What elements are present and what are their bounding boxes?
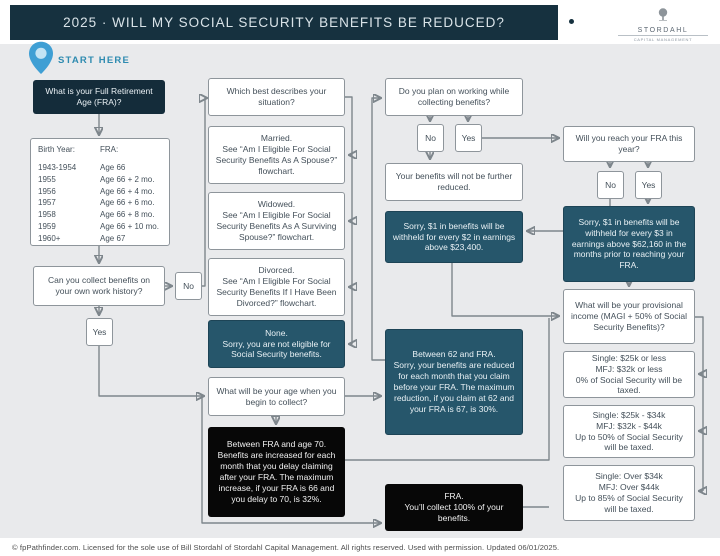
decision-no-reach-fra <box>597 171 624 199</box>
birth-table-rows <box>38 163 162 244</box>
node-collect-question <box>33 266 165 306</box>
node-working-question-text: Do you plan on working while collecting benefits? <box>398 86 510 107</box>
node-married-body: See “Am I Eligible For Social Security Benefits As A Spouse?” flowchart. <box>215 144 338 176</box>
tax-line: Single: Over $34k <box>595 471 663 482</box>
table-cell: Age 66 + 8 mo. <box>100 210 155 220</box>
node-not-reduced-text: Your benefits will not be further reduced. <box>395 171 513 192</box>
node-between-fra-70 <box>208 427 345 517</box>
node-between-fra-70-body: Benefits are increased for each month that you delay claiming after your FRA. The maximum increase, if your FRA is 66 and you delay to 70, is 32%. <box>217 450 336 504</box>
node-between-62-fra-body: Sorry, your benefits are reduced for each month that you claim before your FRA. The maximum reduction, if you claim at 62 and your FRA is 67, is 30%. <box>393 360 515 414</box>
node-widowed-title: Widowed. <box>257 199 296 210</box>
brand-tagline: CAPITAL MANAGEMENT <box>618 35 708 42</box>
tax-line: Single: $25k - $34k <box>592 409 666 420</box>
node-withheld-2for1 <box>385 211 523 263</box>
node-withheld-3for1 <box>563 206 695 282</box>
table-cell: 1959 <box>38 221 56 231</box>
node-fra-full-title: FRA. <box>444 491 464 502</box>
node-none-body: Sorry, you are not eligible for Social Security benefits. <box>222 338 331 360</box>
tax-line: Up to 85% of Social Security will be taxed. <box>575 493 683 514</box>
node-fra-question-text: What is your Full Retirement Age (FRA)? <box>45 86 153 107</box>
node-married-title: Married. <box>260 133 293 144</box>
node-reach-fra-question-text: Will you reach your FRA this year? <box>575 133 683 154</box>
node-none-eligible <box>208 320 345 368</box>
node-married <box>208 126 345 184</box>
node-reach-fra-question <box>563 126 695 162</box>
node-none-title: None. <box>265 327 288 338</box>
table-cell: 1955 <box>38 174 56 184</box>
node-between-62-fra-title: Between 62 and FRA. <box>412 349 496 360</box>
node-between-fra-70-title: Between FRA and age 70. <box>226 439 327 450</box>
tax-line: Single: $25k or less <box>591 352 667 363</box>
node-divorced <box>208 258 345 316</box>
table-cell: Age 66 + 4 mo. <box>100 186 155 196</box>
no-label: No <box>425 132 436 143</box>
table-cell: Age 67 <box>100 233 126 243</box>
decision-no-collect <box>175 272 202 300</box>
tax-line: MFJ: $32k - $44k <box>596 420 662 431</box>
yes-label: Yes <box>641 179 656 190</box>
decision-no-working <box>417 124 444 152</box>
node-provisional-question-text: What will be your provisional income (MAGI + 50% of Social Security Benefits)? <box>571 300 687 332</box>
node-not-reduced <box>385 163 523 201</box>
node-birth-year-table <box>30 138 170 246</box>
node-divorced-title: Divorced. <box>258 265 295 276</box>
node-provisional-question <box>563 289 695 344</box>
decision-yes-collect <box>86 318 113 346</box>
node-fra-full <box>385 484 523 531</box>
birth-table-header <box>38 145 162 155</box>
table-cell: 1958 <box>38 210 56 220</box>
table-cell: Age 66 <box>100 163 126 173</box>
footer-text: © fpPathfinder.com. Licensed for the sole use of Bill Stordahl of Stordahl Capital Management. All rights reserved. Used with permission. Updated 06/01/2025. <box>12 542 560 552</box>
tax-line: MFJ: Over $44k <box>598 482 660 493</box>
node-widowed <box>208 192 345 250</box>
node-collect-question-text: Can you collect benefits on your own work history? <box>47 275 151 296</box>
node-withheld-2for1-text: Sorry, $1 in benefits will be withheld for every $2 in earnings above $23,400. <box>392 220 516 253</box>
node-situation-question-text: Which best describes your situation? <box>226 86 327 107</box>
tax-line: MFJ: $32k or less <box>595 363 663 374</box>
fra-col-header: FRA: <box>100 145 119 154</box>
node-age-question-text: What will be your age when you begin to collect? <box>216 385 337 407</box>
node-working-question <box>385 78 523 116</box>
birth-year-col-header: Birth Year: <box>38 145 75 154</box>
node-age-question <box>208 377 345 416</box>
no-label: No <box>183 280 194 291</box>
yes-label: Yes <box>92 326 107 337</box>
page-title: 2025 · WILL MY SOCIAL SECURITY BENEFITS BE REDUCED? <box>63 15 505 30</box>
decision-yes-reach-fra <box>635 171 662 199</box>
yes-label: Yes <box>461 132 476 143</box>
tax-line: Up to 50% of Social Security will be taxed. <box>575 431 683 453</box>
table-cell: 1957 <box>38 198 56 208</box>
node-withheld-3for1-text: Sorry, $1 in benefits will be withheld for every $3 in earnings above $62,160 in the months prior to reaching your FRA. <box>571 216 687 271</box>
table-cell: 1943-1954 <box>38 163 77 173</box>
node-tax-none <box>563 351 695 398</box>
no-label: No <box>605 179 616 190</box>
brand-name: STORDAHL <box>637 27 689 34</box>
table-cell: 1960+ <box>38 233 61 243</box>
table-cell: Age 66 + 2 mo. <box>100 174 155 184</box>
node-between-62-fra <box>385 329 523 435</box>
node-tax-85 <box>563 465 695 521</box>
decision-yes-working <box>455 124 482 152</box>
table-cell: Age 66 + 6 mo. <box>100 198 155 208</box>
tax-line: 0% of Social Security will be taxed. <box>575 374 683 396</box>
node-divorced-body: See “Am I Eligible For Social Security Benefits If I Have Been Divorced?” flowchart. <box>216 276 337 308</box>
node-tax-50 <box>563 405 695 458</box>
table-cell: Age 66 + 10 mo. <box>100 221 159 231</box>
node-widowed-body: See “Am I Eligible For Social Security Benefits As A Surviving Spouse?” flowchart. <box>216 210 337 242</box>
start-here-label: START HERE <box>58 55 130 66</box>
node-fra-full-body: You’ll collect 100% of your benefits. <box>404 502 504 523</box>
node-fra-question <box>33 80 165 114</box>
table-cell: 1956 <box>38 186 56 196</box>
node-situation-question <box>208 78 345 116</box>
